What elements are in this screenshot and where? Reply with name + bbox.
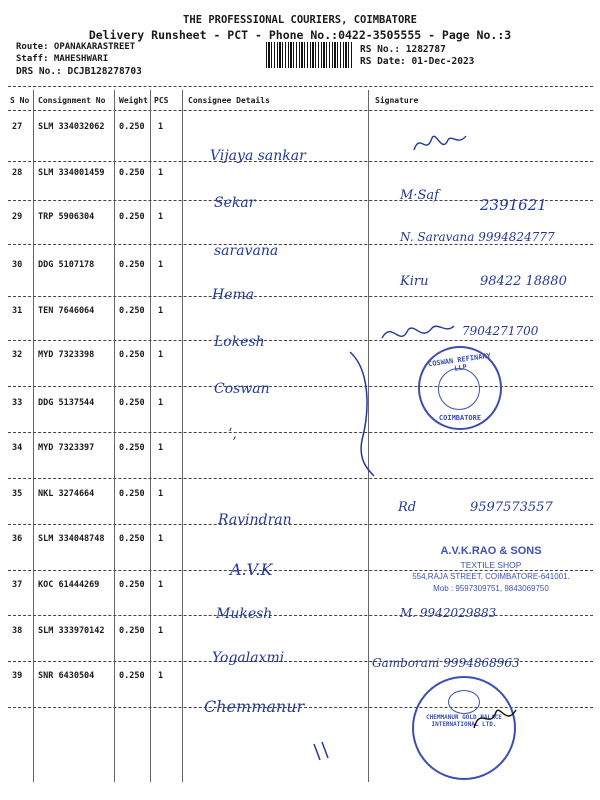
row-pcs: 1 xyxy=(158,168,164,178)
handwritten-name: Ravindran xyxy=(218,512,292,528)
signature-scribble xyxy=(410,128,470,158)
row-sno: 32 xyxy=(12,350,23,360)
signature-text: M·Saf xyxy=(400,188,439,203)
avk-stamp-line1: TEXTILE SHOP xyxy=(460,560,522,570)
divider xyxy=(8,524,593,525)
divider xyxy=(8,615,593,616)
divider xyxy=(8,340,593,341)
table-row xyxy=(0,122,600,142)
col-consignee: Consignee Details xyxy=(188,96,270,105)
signature-phone: 98422 18880 xyxy=(480,274,567,289)
handwritten-name: Mukesh xyxy=(216,606,273,622)
row-weight: 0.250 xyxy=(119,489,145,499)
row-sno: 27 xyxy=(12,122,23,132)
row-consignment: SNR 6430504 xyxy=(38,671,95,681)
col-consignment: Consignment No xyxy=(38,96,106,105)
divider xyxy=(8,570,593,571)
row-consignment: SLM 334048748 xyxy=(38,534,105,544)
row-sno: 39 xyxy=(12,671,23,681)
handwritten-name: Chemmanur xyxy=(204,697,305,716)
table-row xyxy=(0,212,600,232)
row-weight: 0.250 xyxy=(119,398,145,408)
table-row xyxy=(0,671,600,691)
table-row xyxy=(0,350,600,370)
company-title: THE PROFESSIONAL COURIERS, COIMBATORE xyxy=(183,14,417,26)
row-consignment: DDG 5107178 xyxy=(38,260,95,270)
row-pcs: 1 xyxy=(158,122,164,132)
row-weight: 0.250 xyxy=(119,443,145,453)
row-consignment: MYD 7323398 xyxy=(38,350,95,360)
stamp-coswan-top: COSWAN REFINARY LLP xyxy=(427,351,492,373)
signature-scribble xyxy=(470,700,520,736)
handwritten-name: Lokesh xyxy=(214,334,265,350)
col-pcs: PCS xyxy=(154,96,169,105)
row-sno: 33 xyxy=(12,398,23,408)
runsheet-subtitle: Delivery Runsheet - PCT - Phone No.:0422-3505555 - Page No.:3 xyxy=(88,28,512,42)
stamp-coswan-bottom: COIMBATORE xyxy=(438,414,482,422)
row-weight: 0.250 xyxy=(119,168,145,178)
row-sno: 30 xyxy=(12,260,23,270)
row-pcs: 1 xyxy=(158,534,164,544)
rs-date: RS Date: 01-Dec-2023 xyxy=(360,56,475,67)
row-pcs: 1 xyxy=(158,443,164,453)
divider xyxy=(8,244,593,245)
signature-phone: Gamborani 9994868963 xyxy=(372,656,520,670)
row-weight: 0.250 xyxy=(119,671,145,681)
col-weight: Weight xyxy=(119,96,148,105)
row-consignment: DDG 5137544 xyxy=(38,398,95,408)
row-consignment: NKL 3274664 xyxy=(38,489,95,499)
col-signature: Signature xyxy=(375,96,419,105)
staff-label: Staff: MAHESHWARI xyxy=(16,54,109,64)
row-sno: 31 xyxy=(12,306,23,316)
signature-scribble xyxy=(378,318,458,348)
row-pcs: 1 xyxy=(158,398,164,408)
row-consignment: SLM 333970142 xyxy=(38,626,105,636)
row-pcs: 1 xyxy=(158,306,164,316)
signature-phone: 7904271700 xyxy=(462,324,539,338)
table-row xyxy=(0,306,600,326)
runsheet-document: THE PROFESSIONAL COURIERS, COIMBATORE Delivery Runsheet - PCT - Phone No.:0422-3505555 - Page No.:3 Route: OPANAKARASTREET Staff: MAHESHWARI DRS No.: DCJB128278703 RS No.: 1282787 RS Date: 01-Dec-2023 S No Consignment No Weight PCS Consignee Details Signature 27 SLM 334032062 0.250 1 28 SLM 334001459 0.250 1 29 TRP 5906304 0.250 1 30 DDG 5107178 0.250 1 31 TEN 7646064 0.250 1 32 MYD 7323398 0.250 1 33 DDG 5137544 0.250 1 34 MYD 7323397 0.250 1 35 NKL 3274664 0.250 1 36 SLM 334048748 0.250 1 37 KOC 61444269 0.250 1 38 SLM 333970142 0.250 1 39 SNR 6430504 0.250 1 Vijaya sankar Sekar saravana Hema Lokesh Coswan ‘, Ravindran A.V.K Mukesh Yogalaxmi Chemmanur M·Saf 2391621 N. Saravana 9994824777 Kiru 98422 18880 7904271700 Rd 9597573557 M. 9942029883 Gamborani 9994868963 COSWAN REFINARY LLP COIMBATORE A.V.K.RAO & SONS TEXTILE SHOP 554,RAJA STREET, COIMBATORE-641001. Mob : 9597309751, 9843069750 CHEMMANUR GOLD PALACE INTERNATIONAL LTD. xyxy=(0,0,600,800)
avk-stamp-name: A.V.K.RAO & SONS xyxy=(440,545,542,557)
row-pcs: 1 xyxy=(158,671,164,681)
table-row xyxy=(0,398,600,418)
row-sno: 29 xyxy=(12,212,23,222)
row-weight: 0.250 xyxy=(119,260,145,270)
row-consignment: SLM 334001459 xyxy=(38,168,105,178)
divider xyxy=(8,296,593,297)
drs-number: DRS No.: DCJB128278703 xyxy=(16,66,142,77)
table-row xyxy=(0,168,600,188)
signature-text: Rd xyxy=(398,500,417,515)
row-pcs: 1 xyxy=(158,580,164,590)
handwritten-name: Coswan xyxy=(214,381,270,397)
row-weight: 0.250 xyxy=(119,626,145,636)
row-sno: 38 xyxy=(12,626,23,636)
route-label: Route: OPANAKARASTREET xyxy=(16,42,136,52)
divider xyxy=(8,386,593,387)
row-sno: 34 xyxy=(12,443,23,453)
row-pcs: 1 xyxy=(158,260,164,270)
row-consignment: SLM 334032062 xyxy=(38,122,105,132)
stamp-emblem-icon xyxy=(438,368,480,410)
signature-phone: M. 9942029883 xyxy=(400,606,497,620)
handwritten-name: A.V.K xyxy=(230,560,273,579)
divider xyxy=(8,86,593,87)
row-weight: 0.250 xyxy=(119,212,145,222)
col-sno: S No xyxy=(10,96,30,105)
divider xyxy=(8,432,593,433)
signature-phone: N. Saravana 9994824777 xyxy=(400,230,555,244)
signature-phone: 2391621 xyxy=(480,196,547,214)
table-row xyxy=(0,443,600,463)
avk-stamp-line3: Mob : 9597309751, 9843069750 xyxy=(433,584,549,593)
row-weight: 0.250 xyxy=(119,580,145,590)
row-weight: 0.250 xyxy=(119,534,145,544)
row-consignment: KOC 61444269 xyxy=(38,580,100,590)
row-sno: 28 xyxy=(12,168,23,178)
handwritten-name: Yogalaxmi xyxy=(212,650,285,666)
stamp-chemmanur-text: CHEMMANUR GOLD PALACE INTERNATIONAL LTD. xyxy=(426,714,502,728)
row-sno: 36 xyxy=(12,534,23,544)
signature-phone: 9597573557 xyxy=(470,500,553,515)
row-sno: 35 xyxy=(12,489,23,499)
row-consignment: TRP 5906304 xyxy=(38,212,95,222)
rs-number: RS No.: 1282787 xyxy=(360,44,446,55)
signature-text: Kiru xyxy=(400,274,429,289)
handwritten-mark xyxy=(310,740,340,764)
divider xyxy=(8,478,593,479)
handwritten-name: Vijaya sankar xyxy=(210,148,306,164)
row-consignment: TEN 7646064 xyxy=(38,306,95,316)
row-weight: 0.250 xyxy=(119,306,145,316)
divider xyxy=(8,110,593,111)
row-weight: 0.250 xyxy=(119,350,145,360)
row-consignment: MYD 7323397 xyxy=(38,443,95,453)
avk-stamp-line2: 554,RAJA STREET, COIMBATORE-641001. xyxy=(412,572,570,581)
table-row xyxy=(0,626,600,646)
barcode-icon xyxy=(266,42,352,68)
row-pcs: 1 xyxy=(158,350,164,360)
coswan-stamp xyxy=(418,346,502,430)
row-sno: 37 xyxy=(12,580,23,590)
handwritten-bracket xyxy=(340,350,380,480)
handwritten-name: saravana xyxy=(214,243,279,259)
handwritten-name: Hema xyxy=(212,287,255,303)
handwritten-name: Sekar xyxy=(214,195,256,211)
row-pcs: 1 xyxy=(158,489,164,499)
row-pcs: 1 xyxy=(158,212,164,222)
row-pcs: 1 xyxy=(158,626,164,636)
row-weight: 0.250 xyxy=(119,122,145,132)
